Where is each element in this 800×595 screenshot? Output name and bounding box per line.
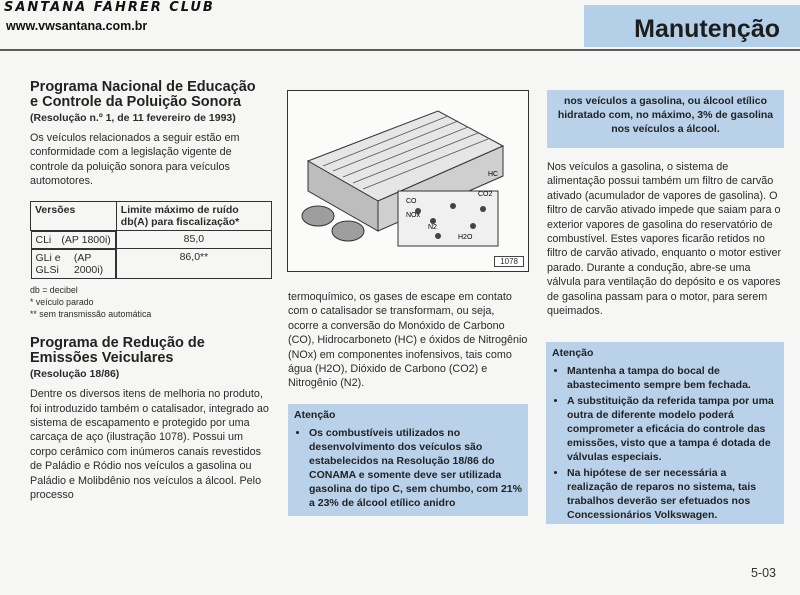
fuel-continuation-text: nos veículos a gasolina, ou álcool etílico hidratado com, no máximo, 3% de gasolina nos veículos a álcool. — [557, 95, 774, 135]
heading-line: Emissões Veiculares — [30, 350, 174, 367]
version-engine: (AP 1800i) — [61, 233, 111, 246]
heading-line: Programa de Redução de — [30, 335, 205, 352]
column-1 — [30, 80, 272, 502]
warning-item: • Na hipótese de ser necessária a realização de reparos no sistema, tais trabalhos deverão ser efetuados nos Concessionários Volkswagen. — [567, 466, 778, 522]
catalyst-illustration — [287, 90, 529, 272]
section-title-box — [584, 5, 800, 47]
club-name: SANTANA FÄHRER CLUB — [4, 0, 215, 15]
carbon-filter-paragraph: Nos veículos a gasolina, o sistema de alimentação possui também um filtro de carvão ativado (acumulador de vapores de gasolina). O filtro de carvão ativado impede que saiam para o exterior vapores de gasolina do reservatório de combustível. Estes vapores ficarão retidos no filtro de carvão ativado, enquanto o motor estiver parado. Durante a condução, abre-se uma válvula para ventilação do depósito e os vapores de gasolina passam para o motor, para serem queimados. — [547, 161, 782, 318]
figure-number: 1078 — [494, 256, 524, 267]
version-model: GLi e GLSi — [35, 251, 61, 276]
note: ** sem transmissão automática — [30, 309, 152, 320]
fuel-continuation-box — [547, 90, 784, 148]
catalyst-drawing — [288, 91, 528, 271]
header-rule — [0, 49, 800, 51]
noise-paragraph: Os veículos relacionados a seguir estão em conformidade com a legislação vigente de controle da poluição sonora para veículos automotores. — [30, 132, 240, 188]
table-cell-limit: 86,0** — [116, 249, 271, 279]
table-cell-limit: 85,0 — [116, 230, 271, 249]
fig-label: CO2 — [478, 191, 493, 198]
heading-line: e Controle da Poluição Sonora — [30, 94, 242, 110]
fig-label: NOx — [406, 212, 420, 219]
resolution-emissions: (Resolução 18/86) — [30, 368, 120, 381]
table-notes — [30, 284, 272, 320]
warning-box-fuel-cap — [546, 342, 784, 524]
note: * veículo parado — [30, 297, 94, 308]
fig-label: H2O — [458, 234, 473, 241]
resolution-noise: (Resolução n.º 1, de 11 fevereiro de 1993) — [30, 112, 236, 124]
version-model: CLi — [35, 233, 52, 246]
warning-item: • Mantenha a tampa do bocal de abastecimento sempre bem fechada. — [567, 364, 778, 392]
table-row — [31, 230, 272, 249]
fig-label: CO — [406, 198, 417, 205]
table-header-limit: Limite máximo de ruído db(A) para fiscalização* — [116, 201, 271, 230]
noise-table — [30, 201, 272, 280]
heading-emissions-program — [30, 336, 272, 366]
note: db = decibel — [30, 285, 78, 296]
warning-item: • A substituição da referida tampa por uma outra de diferente modelo poderá comprometer a eficácia do controle das emissões, visto que a tampa é dotada de válvulas especiais. — [567, 394, 778, 464]
warning-title: Atenção — [294, 409, 336, 421]
page-number: 5-03 — [750, 566, 776, 580]
heading-line: Programa Nacional de Educação — [30, 79, 256, 95]
catalyst-paragraph: termoquímico, os gases de escape em contato com o catalisador se transformam, ou seja, ocorre a conversão do Monóxido de Carbono (CO), Hidrocarboneto (HC) e óxidos de Nitrogênio (NOx) em componentes inofensivos, tais como água (H2O), Dióxido de Carbono (CO2) e Nitrogênio (N2). — [288, 291, 528, 390]
table-cell-version — [31, 231, 116, 249]
table-header-versions: Versões — [31, 201, 117, 230]
emissions-paragraph: Dentre os diversos itens de melhoria no produto, foi introduzido também o catalisador, integrado ao sistema de escapamento e protegido por uma carcaça de aço (ilustração 1078). Possui um corpo cerâmico com inúmeros canais revestidos de Paládio e Ródio nos veículos a gasolina ou Paládio e Molibdênio nos veículos a álcool. Pelo processo — [30, 388, 269, 501]
warning-item: • Os combustíveis utilizados no desenvolvimento dos veículos são estabelecidos na Resolução 18/86 do CONAMA e somente deve ser utilizada gasolina do tipo C, sem chumbo, com 21% a 23% de álcool etílico anidro — [309, 426, 522, 510]
section-title: Manutenção — [634, 15, 780, 43]
heading-noise-program — [30, 80, 272, 110]
table-row — [31, 249, 272, 279]
warning-box-fuel — [288, 404, 528, 516]
table-cell-version — [31, 249, 116, 279]
column-2 — [288, 290, 528, 391]
fig-label: N2 — [428, 224, 437, 231]
warning-title: Atenção — [552, 347, 594, 359]
fig-label: HC — [488, 171, 499, 178]
column-3 — [547, 160, 782, 318]
club-url[interactable]: www.vwsantana.com.br — [6, 19, 148, 33]
version-engine: (AP 2000i) — [73, 251, 104, 276]
